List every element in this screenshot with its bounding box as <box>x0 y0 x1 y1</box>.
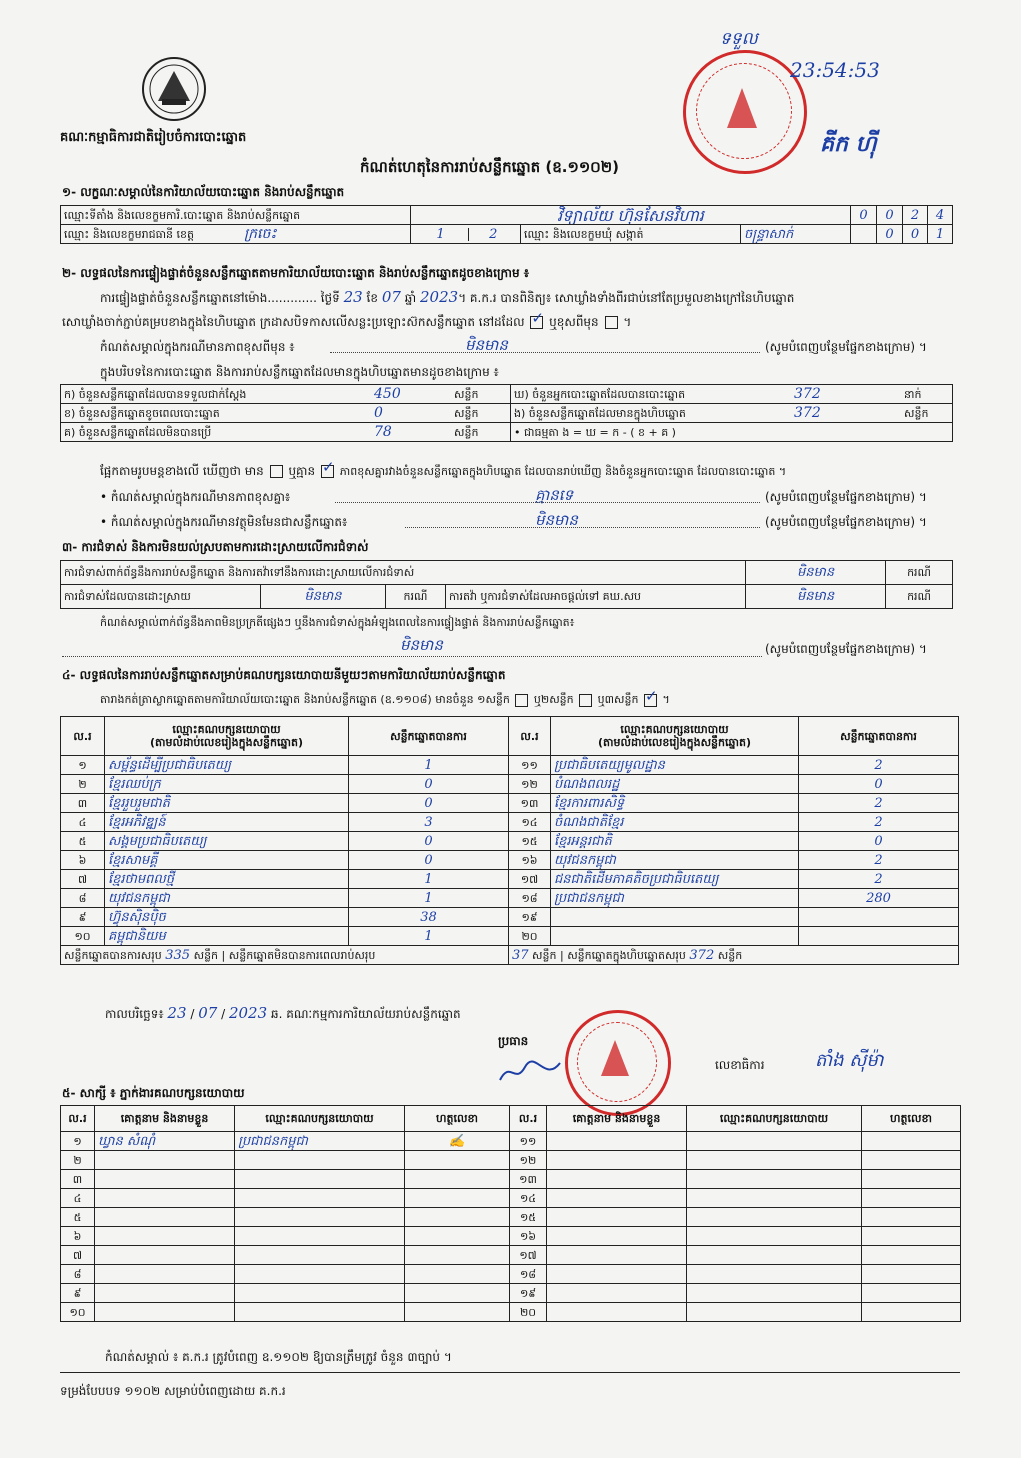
party-results-table: ល.រ ឈ្មោះគណបក្សនយោបាយ (តាមលំដាប់លេខរៀងក្នុងសន្លឹកឆ្នោត) សន្លឹកឆ្នោតបានការ ល.រ ឈ្មោះគណបក្សនយោបាយ (តាមលំដាប់លេខរៀងក្នុងសន្លឹកឆ្នោត) សន្លឹកឆ្នោតបានការ ១ សម្ព័ន្ធដើម្បីប្រជាធិបតេយ្យ 1 ១១ ប្រជាធិបតេយ្យមូលដ្ឋាន 2 ២ ខ្មែរឈប់ក្រ 0 ១២ បំណងពលរដ្ឋ 0 ៣ ខ្មែររួបរួមជាតិ 0 ១៣ ខ្មែរការពារសិទ្ធិ 2 ៤ ខ្មែរអភិវឌ្ឍន៍ 3 ១៤ ចំណងជាតិខ្មែរ 2 ៥ សង្គមប្រជាធិបតេយ្យ 0 ១៥ ខ្មែរអន្ដរជាតិ 0 ៦ ខ្មែរសាមគ្គី 0 ១៦ យុវជនកម្ពុជា 2 ៧ ខ្មែរថាមពលថ្មី 1 ១៧ ជនជាតិដើមភាគតិចប្រជាធិបតេយ្យ 2 ៨ យុវជនកម្ពុជា 1 ១៨ ប្រជាជនកម្ពុជា 280 ៩ ហ៊្វុនស៊ិនប៉ិច 38 ១៩ ១០ គម្ពុជានិយម 1 ២០ សន្លឹកឆ្នោតបានការសរុប 335 សន្លឹក | សន្លឹកឆ្នោតមិនបានការពេលរាប់សរុប 37 សន្លឹក | សន្លឹកឆ្នោតក្នុងហិបឆ្នោតសរុប 372 សន្លឹក <box>60 716 959 965</box>
witness-name: ឃ្វាន សំណុំ <box>95 1132 235 1151</box>
party-votes: 0 <box>349 775 509 794</box>
province-value: ក្រចេះ <box>244 225 277 242</box>
voters-label: ឃ) ចំនួនអ្នកបោះឆ្នោតដែលបានបោះឆ្នោត <box>514 387 686 401</box>
commune-label: ឈ្មោះ និងលេខក្ខមឃុំ សង្កាត់ <box>521 225 741 244</box>
table-row: ៥ សង្គមប្រជាធិបតេយ្យ 0 ១៥ ខ្មែរអន្ដរជាតិ 0 <box>61 832 959 851</box>
voters-value: 372 <box>794 385 821 402</box>
province-code-digit: 1 <box>413 228 469 241</box>
polling-station-label: ឈ្មោះទីតាំង និងលេខក្ខមការិ.បោះឆ្នោត និងរាប់សន្លឹកឆ្នោត <box>61 206 411 225</box>
total-invalid-label: សន្លឹកឆ្នោតមិនបានការពេលរាប់សរុប <box>228 948 376 962</box>
resolved-objection-label: ការជំទាស់ដែលបានដោះស្រាយ <box>61 585 261 609</box>
party-votes: 0 <box>349 832 509 851</box>
form-footer: ទម្រង់បែបបទ ១១០២ សម្រាប់បំពេញដោយ គ.ក.រ <box>60 1384 286 1398</box>
party-name: ខ្មែរសាមគ្គី <box>105 851 349 870</box>
party-votes <box>799 908 959 927</box>
table-row: ៩ ១៩ <box>61 1284 961 1303</box>
col-no-header: ល.រ <box>61 717 105 756</box>
party-name: យុវជនកម្ពុជា <box>551 851 799 870</box>
different-checkbox[interactable] <box>605 316 618 329</box>
receiver-signature-name: គីក ហ៊ី <box>820 131 877 157</box>
fill-hint: (សូមបំពេញបន្ថែមផ្នែកខាងក្រោម) ។ <box>765 515 927 529</box>
received-ballots-label: ក) ចំនួនសន្លឹកឆ្នោតដែលបានទទួលជាក់ស្ដែង <box>64 387 247 401</box>
party-votes: 3 <box>349 813 509 832</box>
col-no-header: ល.រ <box>509 717 551 756</box>
col-party-header: ឈ្មោះគណបក្សនយោបាយ <box>235 1106 405 1132</box>
total-box-label: សន្លឹកឆ្នោតក្នុងហិបឆ្នោតសរុប <box>567 948 686 962</box>
president-label: ប្រធាន <box>498 1034 529 1048</box>
party-name: ខ្មែរការពារសិទ្ធិ <box>551 794 799 813</box>
formula-text: • ជាធម្មតា ង = ឃ = ក - ( ខ + គ ) <box>514 425 676 439</box>
table-row: ៦ ខ្មែរសាមគ្គី 0 ១៦ យុវជនកម្ពុជា 2 <box>61 851 959 870</box>
summary-line: ក្នុងបរិបទនៃការបោះឆ្នោត និងការរាប់សន្លឹកឆ្នោតដែលមានក្នុងហិបឆ្នោតមានដូចខាងក្រោម ៖ <box>100 365 499 379</box>
fill-hint: (សូមបំពេញបន្ថែមផ្នែកខាងក្រោម) ។ <box>765 340 927 354</box>
commune-code-digit: 0 <box>903 225 928 244</box>
section1-heading: ១- លក្ខណៈសម្គាល់នៃការិយាល័យបោះឆ្នោត និងរាប់សន្លឹកឆ្នោត <box>62 185 345 199</box>
section2-heading: ២- លទ្ធផលនៃការផ្ទៀងផ្ទាត់ចំនួនសន្លឹកឆ្នោតតាមការិយាល័យបោះឆ្នោត និងរាប់សន្លឹកឆ្នោតដូចខាងក្រោម ៖ <box>62 266 530 280</box>
party-name: ខ្មែររួបរួមជាតិ <box>105 794 349 813</box>
location-table <box>60 205 953 244</box>
bullet1-value: គ្មានទេ <box>535 486 574 504</box>
party-votes: 2 <box>799 870 959 889</box>
spoiled-ballots-value: 0 <box>374 404 383 421</box>
box-ballots-value: 372 <box>794 404 821 421</box>
date-line: កាលបរិច្ឆេទ៖ 23 / 07 / 2023 ឆ. គណៈកម្មការការិយាល័យរាប់សន្លឹកឆ្នោត <box>105 1004 461 1022</box>
seal-condition-line: សោឃ្លាំងចាក់ភ្ជាប់គម្របខាងក្នុងនៃហិបឆ្នោត ក្រដាសបិទកាសលើសន្លះប្រឡោះស៊កសន្លឹកឆ្នោត នៅដដែល ✓ ឬខុសពីមុន ។ <box>62 315 631 330</box>
objection-value: មិនមាន <box>746 561 886 585</box>
date-month: 07 <box>198 1004 218 1022</box>
section3-heading: ៣- ការជំទាស់ និងការមិនយល់ស្របតាមការដោះស្រាយលើការជំទាស់ <box>62 540 369 554</box>
bullet2-label: • កំណត់សម្គាល់ក្នុងករណីមានវត្ថុមិនមែនជាសន្លឹកឆ្នោត៖ <box>100 515 348 529</box>
verify-day: 23 <box>343 288 363 306</box>
footnote: កំណត់សម្គាល់ ៖ គ.ក.រ ត្រូវបំពេញ ឧ.១១០២ ឱ្យបានត្រឹមត្រូវ ចំនួន ៣ច្បាប់ ។ <box>105 1350 452 1364</box>
party-votes: 1 <box>349 889 509 908</box>
party-name: បំណងពលរដ្ឋ <box>551 775 799 794</box>
table-row: ១ សម្ព័ន្ធដើម្បីប្រជាធិបតេយ្យ 1 ១១ ប្រជាធិបតេយ្យមូលដ្ឋាន 2 <box>61 756 959 775</box>
irregularity-note-value: មិនមាន <box>400 636 443 654</box>
party-votes: 2 <box>799 851 959 870</box>
col-sign-header: ហត្ថលេខា <box>405 1106 510 1132</box>
table-row: ៤ ១៤ <box>61 1189 961 1208</box>
irregularity-note-label: កំណត់សម្គាល់ពាក់ព័ន្ធនឹងភាពមិនប្រក្រតីផ្សេងៗ ឬនឹងការជំទាស់ក្នុងអំឡុងពេលនៃការផ្ទៀងផ្ទាត់ និងការរាប់សន្លឹកឆ្នោត៖ <box>100 616 575 629</box>
party-name: ខ្មែរអភិវឌ្ឍន៍ <box>105 813 349 832</box>
party-votes: 280 <box>799 889 959 908</box>
col-votes-header: សន្លឹកឆ្នោតបានការ <box>799 717 959 756</box>
table-row: ៣ ខ្មែររួបរួមជាតិ 0 ១៣ ខ្មែរការពារសិទ្ធិ 2 <box>61 794 959 813</box>
col-sign-header: ហត្ថលេខា <box>862 1106 961 1132</box>
total-box-value: 372 <box>689 947 715 963</box>
table-row: ១០ គម្ពុជានិយម 1 ២០ <box>61 927 959 946</box>
secretary-label: លេខាធិការ <box>715 1058 765 1072</box>
table-row: ២ ខ្មែរឈប់ក្រ 0 ១២ បំណងពលរដ្ឋ 0 <box>61 775 959 794</box>
nec-logo-icon <box>140 55 208 123</box>
table-row: ២ ១២ <box>61 1151 961 1170</box>
org-name: គណៈកម្មាធិការជាតិរៀបចំការបោះឆ្នោត <box>60 130 247 145</box>
party-votes: 0 <box>349 851 509 870</box>
received-ballots-value: 450 <box>374 385 401 402</box>
party-name <box>551 908 799 927</box>
commune-code-digit: 0 <box>877 225 903 244</box>
same-checkbox[interactable] <box>530 316 543 329</box>
col-party-header: ឈ្មោះគណបក្សនយោបាយ <box>172 723 281 736</box>
bullet2-value: មិនមាន <box>535 511 578 529</box>
ballot-count-table: ក) ចំនួនសន្លឹកឆ្នោតដែលបានទទួលជាក់ស្ដែង 450 សន្លឹក ឃ) ចំនួនអ្នកបោះឆ្នោតដែលបានបោះឆ្នោត 372 នាក់ ខ) ចំនួនសន្លឹកឆ្នោតខូចពេលបោះឆ្នោត 0 សន្លឹក ង) ចំនួនសន្លឹកឆ្នោតដែលមានក្នុងហិបឆ្នោត 372 សន្លឹក គ) ចំនួនសន្លឹកឆ្នោតដែលមិនបានប្រើ 78 សន្លឹក • ជាធម្មតា ង = ឃ = ក - ( ខ + គ ) <box>60 384 953 442</box>
station-code-digit: 0 <box>851 206 877 225</box>
received-time: 23:54:53 <box>790 58 880 82</box>
party-votes: 0 <box>799 832 959 851</box>
total-invalid-value: 37 <box>512 947 529 963</box>
province-label: ឈ្មោះ និងលេខក្ខមរាជធានី ខេត្ត <box>64 227 194 241</box>
col-votes-header: សន្លឹកឆ្នោតបានការ <box>349 717 509 756</box>
three-sheet-checkbox[interactable] <box>644 694 657 707</box>
fill-hint: (សូមបំពេញបន្ថែមផ្នែកខាងក្រោម) ។ <box>765 642 927 656</box>
verify-year: 2023 <box>420 288 459 306</box>
total-valid-label: សន្លឹកឆ្នោតបានការសរុប <box>64 948 162 962</box>
fill-hint: (សូមបំពេញបន្ថែមផ្នែកខាងក្រោម) ។ <box>765 490 927 504</box>
official-seal-bottom <box>565 1010 671 1116</box>
appeal-label: ការតវ៉ា ឬការជំទាស់ដែលអាចផ្ដល់ទៅ គឃ.សប <box>446 585 746 609</box>
official-seal-top <box>683 50 807 174</box>
objection-label: ការជំទាស់ពាក់ព័ន្ធនឹងការរាប់សន្លឹកឆ្នោត និងការតវ៉ាទៅនឹងការដោះស្រាយលើការជំទាស់ <box>61 561 746 585</box>
party-name <box>551 927 799 946</box>
party-votes: 38 <box>349 908 509 927</box>
party-votes: 2 <box>799 794 959 813</box>
party-name: ចំណងជាតិខ្មែរ <box>551 813 799 832</box>
party-name: ខ្មែរថាមពលថ្មី <box>105 870 349 889</box>
totals-row: សន្លឹកឆ្នោតបានការសរុប 335 សន្លឹក | សន្លឹកឆ្នោតមិនបានការពេលរាប់សរុប 37 សន្លឹក | សន្លឹកឆ្នោតក្នុងហិបឆ្នោតសរុប 372 សន្លឹក <box>61 946 959 965</box>
table-row: ៩ ហ៊្វុនស៊ិនប៉ិច 38 ១៩ <box>61 908 959 927</box>
witness-party: ប្រជាជនកម្ពុជា <box>235 1132 405 1151</box>
table-row: ១០ ២០ <box>61 1303 961 1322</box>
party-name: យុវជនកម្ពុជា <box>105 889 349 908</box>
party-name: ហ៊្វុនស៊ិនប៉ិច <box>105 908 349 927</box>
party-name: គម្ពុជានិយម <box>105 927 349 946</box>
table-row: ៨ យុវជនកម្ពុជា 1 ១៨ ប្រជាជនកម្ពុជា 280 <box>61 889 959 908</box>
difference-check-line: ផ្អែកតាមរូបមន្តខាងលើ ឃើញថា មាន ឬគ្មាន ✓ ភាពខុសគ្នារវាងចំនួនសន្លឹកឆ្នោតក្នុងហិបឆ្នោត ដែលបានរាប់ឃើញ និងចំនួនអ្នកបោះឆ្នោត ដែលបានបោះឆ្នោត ។ <box>100 464 786 479</box>
party-name: ខ្មែរអន្ដរជាតិ <box>551 832 799 851</box>
no-difference-checkbox[interactable] <box>321 465 334 478</box>
received-handwriting: ទទួល <box>720 29 758 49</box>
station-code-digit: 2 <box>903 206 928 225</box>
party-votes: 0 <box>349 794 509 813</box>
party-votes: 2 <box>799 813 959 832</box>
total-valid-value: 335 <box>165 947 191 963</box>
difference-note-value: មិនមាន <box>465 336 508 354</box>
two-sheet-checkbox[interactable] <box>579 694 592 707</box>
province-code-digit: 2 <box>489 226 498 242</box>
has-difference-checkbox[interactable] <box>270 465 283 478</box>
section5-heading: ៥- សាក្សី ៖ ភ្នាក់ងារគណបក្សនយោបាយ <box>62 1086 245 1100</box>
president-signature-icon <box>495 1055 565 1090</box>
bullet1-label: • កំណត់សម្គាល់ក្នុងករណីមានភាពខុសគ្នា៖ <box>100 490 291 504</box>
table-row: ៨ ១៨ <box>61 1265 961 1284</box>
party-votes: 2 <box>799 756 959 775</box>
col-name-header: គោត្តនាម និងនាមខ្លួន <box>95 1106 235 1132</box>
party-votes <box>799 927 959 946</box>
commune-code-digit: 1 <box>928 225 953 244</box>
objection-table: ការជំទាស់ពាក់ព័ន្ធនឹងការរាប់សន្លឹកឆ្នោត និងការតវ៉ាទៅនឹងការដោះស្រាយលើការជំទាស់ មិនមាន ករណី ការជំទាស់ដែលបានដោះស្រាយ មិនមាន ករណី ការតវ៉ា ឬការជំទាស់ដែលអាចផ្ដល់ទៅ គឃ.សប មិនមាន ករណី <box>60 560 953 609</box>
one-sheet-checkbox[interactable] <box>515 694 528 707</box>
form-title: កំណត់ហេតុនៃការរាប់សន្លឹកឆ្នោត (ឧ.១១០២) <box>360 158 620 176</box>
party-votes: 1 <box>349 870 509 889</box>
box-ballots-label: ង) ចំនួនសន្លឹកឆ្នោតដែលមានក្នុងហិបឆ្នោត <box>514 406 686 420</box>
polling-station-value: វិទ្យាល័យ ហ៊ុនសែនវិហារ <box>411 206 851 225</box>
verify-month: 07 <box>381 288 401 306</box>
table-row: ៦ ១៦ <box>61 1227 961 1246</box>
table-row: ៤ ខ្មែរអភិវឌ្ឍន៍ 3 ១៤ ចំណងជាតិខ្មែរ 2 <box>61 813 959 832</box>
spoiled-ballots-label: ខ) ចំនួនសន្លឹកឆ្នោតខូចពេលបោះឆ្នោត <box>64 406 220 420</box>
section4-heading: ៤- លទ្ធផលនៃការរាប់សន្លឹកឆ្នោតសម្រាប់គណបក្សនយោបាយនីមួយៗតាមការិយាល័យរាប់សន្លឹកឆ្នោត <box>62 668 506 682</box>
party-votes: 0 <box>799 775 959 794</box>
witness-table: ល.រ គោត្តនាម និងនាមខ្លួន ឈ្មោះគណបក្សនយោបាយ ហត្ថលេខា ល.រ គោត្តនាម និងនាមខ្លួន ឈ្មោះគណបក្សនយោបាយ ហត្ថលេខា ១ ឃ្វាន សំណុំ ប្រជាជនកម្ពុជា ✍ ១១ ២ ១២ ៣ ១៣ ៤ ១៤ ៥ ១៥ ៦ ១៦ ៧ ១៧ ៨ ១៨ ៩ ១៩ ១០ ២០ <box>60 1105 961 1322</box>
col-party-header: ឈ្មោះគណបក្សនយោបាយ <box>687 1106 862 1132</box>
table-row: ៥ ១៥ <box>61 1208 961 1227</box>
col-party-header: ឈ្មោះគណបក្សនយោបាយ <box>620 723 729 736</box>
party-name: ប្រជាជនកម្ពុជា <box>551 889 799 908</box>
appeal-value: មិនមាន <box>746 585 886 609</box>
secretary-name: តាំង ស៊ីម៉ា <box>815 1050 884 1071</box>
table-row: ៣ ១៣ <box>61 1170 961 1189</box>
party-votes: 1 <box>349 927 509 946</box>
table-row: ៧ ១៧ <box>61 1246 961 1265</box>
commune-value: ចន្ទ្រាសាក់ <box>741 225 851 244</box>
party-name: ប្រជាធិបតេយ្យមូលដ្ឋាន <box>551 756 799 775</box>
station-code-digit: 0 <box>877 206 903 225</box>
witness-signature: ✍ <box>405 1132 510 1151</box>
party-name: សង្គមប្រជាធិបតេយ្យ <box>105 832 349 851</box>
party-name: ជនជាតិដើមភាគតិចប្រជាធិបតេយ្យ <box>551 870 799 889</box>
date-day: 23 <box>167 1004 187 1022</box>
party-votes: 1 <box>349 756 509 775</box>
station-code-digit: 4 <box>928 206 953 225</box>
unused-ballots-value: 78 <box>374 423 392 440</box>
date-year: 2023 <box>228 1004 268 1022</box>
resolved-objection-value: មិនមាន <box>261 585 386 609</box>
col-name-header: គោត្តនាម និងនាមខ្លួន <box>547 1106 687 1132</box>
table-row: ៧ ខ្មែរថាមពលថ្មី 1 ១៧ ជនជាតិដើមភាគតិចប្រជាធិបតេយ្យ 2 <box>61 870 959 889</box>
unused-ballots-label: គ) ចំនួនសន្លឹកឆ្នោតដែលមិនបានប្រើ <box>64 425 212 439</box>
verification-line: ការផ្ទៀងផ្ទាត់ចំនួនសន្លឹកឆ្នោតនៅម៉ោង............. ថ្ងៃទី 23 ខែ 07 ឆ្នាំ 2023។ គ.ក.រ បានពិនិត្យ៖ សោឃ្លាំងទាំងពីរជាប់នៅតែប្រមួលខាងក្រៅនៃហិបឆ្នោត <box>100 288 795 306</box>
party-name: សម្ព័ន្ធដើម្បីប្រជាធិបតេយ្យ <box>105 756 349 775</box>
table-row: ១ ឃ្វាន សំណុំ ប្រជាជនកម្ពុជា ✍ ១១ <box>61 1132 961 1151</box>
difference-note-label: កំណត់សម្គាល់ក្នុងករណីមានភាពខុសពីមុន ៖ <box>100 340 295 354</box>
party-name: ខ្មែរឈប់ក្រ <box>105 775 349 794</box>
tally-sheet-line: តារាងកត់ត្រាស្លាកឆ្នោតតាមការិយាល័យបោះឆ្នោត និងរាប់សន្លឹកឆ្នោត (ឧ.១១០៨) មានចំនួន ១សន្លឹក ឬ២សន្លឹក ឬ៣សន្លឹក ✓ ។ <box>100 692 670 707</box>
